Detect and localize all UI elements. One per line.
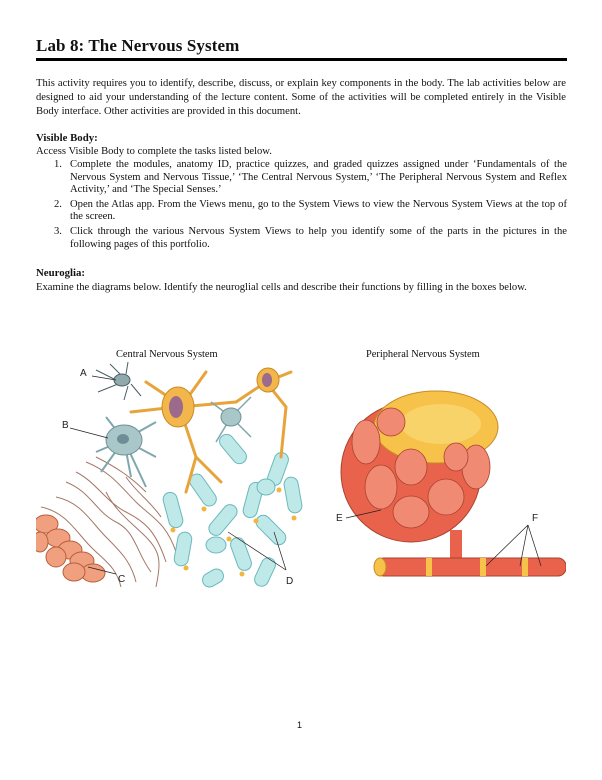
task-text: Click through the various Nervous System Views to help you identify some of the parts in the pictures in the following pages of this portfolio. bbox=[70, 225, 567, 250]
intro-paragraph: This activity requires you to identify, describe, discuss, or explain key components in the body. The lab activities below are designed to aid your understanding of the lecture content. Some of the activities will be completed entirely in the Visible Body interface. Other activities are provided in this document. bbox=[36, 78, 566, 117]
task-item bbox=[36, 226, 567, 251]
label-a: A bbox=[80, 368, 87, 379]
astrocyte-body bbox=[221, 408, 241, 426]
label-e: E bbox=[336, 513, 343, 524]
page-number: 1 bbox=[297, 720, 303, 730]
task-item bbox=[36, 199, 567, 224]
task-item bbox=[36, 159, 567, 197]
capillary-endothelium bbox=[36, 515, 105, 582]
task-list bbox=[36, 159, 567, 253]
title-underline bbox=[36, 58, 567, 61]
label-d: D bbox=[286, 576, 294, 587]
label-f: F bbox=[532, 513, 539, 524]
neuroglia-diagram bbox=[36, 362, 566, 594]
cns-caption: Central Nervous System bbox=[116, 349, 218, 360]
label-c: C bbox=[118, 574, 126, 585]
myelin-sheath-inner bbox=[401, 404, 481, 444]
myelinated-axon bbox=[374, 558, 566, 576]
pns-illustration bbox=[336, 391, 566, 576]
visible-body-subheading: Access Visible Body to complete the tasks listed below. bbox=[36, 146, 272, 157]
neuroglia-instructions: Examine the diagrams below. Identify the neuroglial cells and describe their functions by filling in the boxes below. bbox=[36, 282, 527, 293]
neuroglia-heading: Neuroglia: bbox=[36, 267, 85, 279]
visible-body-heading: Visible Body: bbox=[36, 132, 98, 144]
task-text: Open the Atlas app. From the Views menu, go to the System Views to view the Nervous System Views at the top of the screen. bbox=[70, 198, 567, 223]
task-number: 2. bbox=[54, 198, 62, 210]
task-number: 3. bbox=[54, 225, 62, 237]
astrocyte-nucleus bbox=[117, 434, 129, 444]
label-b: B bbox=[62, 420, 69, 431]
neuron-nucleus bbox=[169, 396, 183, 418]
pns-caption: Peripheral Nervous System bbox=[366, 349, 480, 360]
cns-illustration bbox=[36, 362, 303, 590]
page-title: Lab 8: The Nervous System bbox=[36, 36, 240, 55]
task-text: Complete the modules, anatomy ID, practice quizzes, and graded quizzes assigned under ‘Fundamentals of the Nervous System and Nervous Tissue,’ ‘The Central Nervous System,’ ‘The Peripheral Nervous System and Reflex Activity,’ and ‘The Special Senses.’ bbox=[70, 159, 567, 196]
task-number: 1. bbox=[54, 159, 62, 170]
capillary-network bbox=[41, 457, 176, 587]
microglia-body bbox=[114, 374, 130, 386]
oligodendrocyte-nucleus bbox=[262, 373, 272, 387]
